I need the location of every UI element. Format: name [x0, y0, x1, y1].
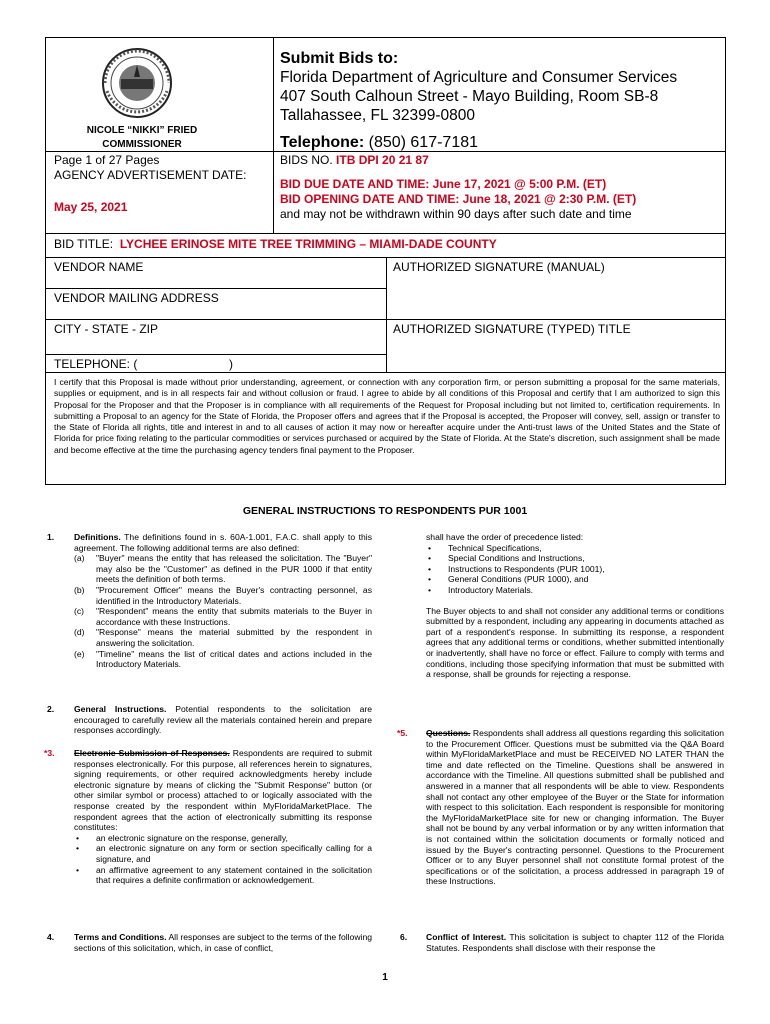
terms-continued: shall have the order of precedence listed: • Technical Specifications, • Special Conditions and Instructions, • Instructions to Respondents (PUR 1001), • General Conditions (PUR 1000), and • Introductory Materials. The Buyer objects to and shall not consider any additional terms or conditions submitted by a respondent, including any appearing in documents attached as part of a respondent's response. In submitting its response, a respondent agrees that any additional terms or conditions, whether submitted intentionally or inadvertently, shall have no force or effect. Failure to comply with terms and conditions, including those specifying information that must be submitted with a response, shall be grounds for rejecting a response.: [426, 532, 724, 680]
bullet-item: • Instructions to Respondents (PUR 1001),: [426, 564, 724, 575]
withdraw-note: and may not be withdrawn within 90 days after such date and time: [280, 207, 632, 221]
address-line-2: 407 South Calhoun Street - Mayo Building, Room SB-8: [280, 88, 659, 105]
bid-title: [54, 237, 497, 251]
section-text: The definitions found in s. 60A-1.001, F.A.C. shall apply to this agreement. The following additional terms are also defined:: [74, 532, 372, 553]
bid-opening-date: BID OPENING DATE AND TIME: June 18, 2021 @ 2:30 P.M. (ET): [280, 192, 637, 206]
section-heading: General Instructions.: [74, 704, 167, 714]
bullet-item: • an affirmative agreement to any statement contained in the solicitation that requires a definite confirmation or acknowledgement.: [74, 865, 372, 886]
bids-number-value: ITB DPI 20 21 87: [336, 153, 429, 167]
page-number: 1: [382, 972, 388, 983]
telephone-label: Telephone:: [280, 134, 365, 151]
telephone-field-close: ): [229, 357, 233, 371]
definition-item: (d) "Response" means the material submitted by the respondent in answering the solicitation.: [74, 627, 372, 648]
section-questions: [426, 728, 724, 887]
section-terms-conditions: [74, 932, 372, 953]
bids-number: [280, 153, 429, 167]
section-number: *3.: [44, 748, 55, 758]
row-line: [45, 233, 726, 234]
general-instructions-title: GENERAL INSTRUCTIONS TO RESPONDENTS PUR 1001: [242, 505, 528, 517]
city-state-zip-field[interactable]: CITY - STATE - ZIP: [54, 322, 159, 336]
section-conflict-of-interest: [426, 932, 724, 953]
section-text: Respondents shall address all questions regarding this solicitation to the Procurement Officer. Questions must be submitted via the Q&A Board within MyFloridaMarketPlace and must be RECEIVED NO LATER THAN the time and date reflected on the Timeline. Questions shall be answered in accordance with the Timeline. All questions submitted shall be published and answered in a manner that all respondents will be able to view. Respondents shall not contact any other employee of the Buyer or the State for information with respect to this solicitation. Each respondent is responsible for monitoring the MyFloridaMarketPlace site for new or changing information. The Buyer shall not be bound by any verbal information or by any written information that is not contained within the solicitation documents or formally noticed and issued by the Buyer's contracting personnel. Questions to the Procurement Officer or to any Buyer personnel shall not constitute formal protest of the specifications or of the solicitation, a process addressed in paragraph 19 of these Instructions.: [426, 728, 724, 887]
vendor-name-field[interactable]: VENDOR NAME: [54, 260, 144, 274]
definition-item: (a) "Buyer" means the entity that has released the solicitation. The "Buyer" may also be the "Customer" as defined in the PUR 1000 if that entity meets the definition of both terms.: [74, 553, 372, 585]
bullet-item: • Technical Specifications,: [426, 543, 724, 554]
typed-title-field[interactable]: AUTHORIZED SIGNATURE (TYPED) TITLE: [393, 322, 631, 336]
commissioner-name: NICOLE “NIKKI” FRIED: [86, 125, 198, 136]
bid-title-value: LYCHEE ERINOSE MITE TREE TRIMMING – MIAMI-DADE COUNTY: [119, 237, 497, 251]
section-general-instructions: [74, 704, 372, 736]
form-divider: [386, 257, 387, 372]
section-heading: Definitions.: [74, 532, 121, 542]
authorized-signature-field[interactable]: AUTHORIZED SIGNATURE (MANUAL): [393, 260, 605, 274]
section-text: Respondents are required to submit responses electronically. For this purpose, all references herein to signatures, signing requirements, or other required acknowledgments hereby include electronic signature by means of clicking the "Submit Response" button (or other similar symbol or process) attached to or logically associated with the response created by the respondent within MyFloridaMarketPlace. The respondent agrees that the action of electronically submitting its response constitutes:: [74, 748, 373, 833]
telephone-line: [280, 134, 478, 152]
department-seal-icon: [91, 47, 183, 119]
certification-text: I certify that this Proposal is made without prior understanding, agreement, or connection with any corporation firm, or person submitting a proposal for the same materials, supplies or equipment, and is in all respects fair and without collusion or fraud. I agree to abide by all conditions of this Proposal and certify that I am authorized to sign this Proposal for the Proposer and that the Proposer is in compliance with all requirements of the Request for Proposal including but not limited to, certification requirements. In submitting a Proposal to an agency for the State of Florida, the Proposer offers and agrees that if the Proposal is accepted, the Proposer will convey, sell, assign or transfer to the State of Florida all rights, title and interest in and to all causes of action it may now or hereafter acquire under the Anti-trust laws of the United States and the State of Florida for price fixing relating to the particular commodities or services purchased or acquired by the State of Florida. At the State's discretion, such assignment shall be made and become effective at the time the purchasing agency tenders final payment to the Proposer.: [54, 377, 720, 455]
commissioner-block: [52, 124, 232, 152]
section-number: 2.: [47, 704, 55, 714]
row-line: [45, 288, 386, 289]
address-line-1: Florida Department of Agriculture and Consumer Services: [280, 69, 678, 86]
section-text: Potential respondents to the solicitation are encouraged to carefully review all the materials contained herein and prepare responses accordingly.: [74, 704, 372, 736]
submit-bids-title: Submit Bids to:: [280, 50, 399, 67]
row-line: [45, 372, 726, 373]
section-heading: Electronic Submission of Responses.: [74, 748, 230, 758]
bullet-item: • an electronic signature on any form or section specifically calling for a signature, and: [74, 843, 372, 864]
section-number: *5.: [397, 728, 408, 738]
section-heading: Questions.: [426, 728, 471, 738]
bids-number-label: BIDS NO.: [280, 153, 333, 167]
section-definitions: [74, 532, 372, 670]
definition-item: (b) "Procurement Officer" means the Buyer's contracting personnel, as identified in the Introductory Materials.: [74, 584, 372, 606]
section-heading: Terms and Conditions.: [74, 932, 167, 942]
terms-paragraph: The Buyer objects to and shall not consider any additional terms or conditions submitted by a respondent, including any appearing in documents attached as part of a respondent's response. In submitting its response, a respondent agrees that any additional terms or conditions, whether submitted intentionally or inadvertently, shall have no force or effect. Failure to comply with terms and conditions, including those specifying information that must be submitted with a response, shall be grounds for rejecting a response.: [426, 605, 724, 680]
section-number: 6.: [400, 932, 408, 942]
section-heading: Conflict of Interest.: [426, 932, 507, 942]
bid-due-date: BID DUE DATE AND TIME: June 17, 2021 @ 5:00 P.M. (ET): [280, 177, 607, 191]
section-number: 4.: [47, 932, 55, 942]
bullet-item: • Introductory Materials.: [426, 585, 724, 596]
row-line: [45, 354, 386, 355]
definition-item: (c) "Respondent" means the entity that submits materials to the Buyer in accordance with these Instructions.: [74, 606, 372, 627]
section-electronic-submission: [74, 748, 372, 886]
vendor-mailing-address-field[interactable]: VENDOR MAILING ADDRESS: [54, 291, 219, 305]
commissioner-title: COMMISSIONER: [102, 139, 182, 150]
bullet-item: • Special Conditions and Instructions,: [426, 553, 724, 564]
telephone-field[interactable]: TELEPHONE: (: [54, 357, 138, 371]
bullet-item: • an electronic signature on the response, generally,: [74, 833, 372, 844]
header-divider: [273, 37, 274, 233]
ad-date: May 25, 2021: [54, 200, 128, 214]
bullet-item: • General Conditions (PUR 1000), and: [426, 574, 724, 585]
telephone-number: (850) 617-7181: [368, 134, 479, 151]
section-text: All responses are subject to the terms of the following sections of this solicitation, which, in case of conflict,: [74, 932, 373, 953]
section-text: This solicitation is subject to chapter 112 of the Florida Statutes. Respondents shall disclose with their response the: [426, 932, 724, 953]
section-number: 1.: [47, 532, 55, 542]
ad-date-label: AGENCY ADVERTISEMENT DATE:: [54, 168, 247, 182]
address-line-3: Tallahassee, FL 32399-0800: [280, 107, 476, 124]
page-count: Page 1 of 27 Pages: [54, 153, 160, 167]
definition-item: (e) "Timeline" means the list of critical dates and actions included in the Introductory Materials.: [74, 648, 372, 670]
bid-title-label: BID TITLE:: [54, 237, 114, 251]
